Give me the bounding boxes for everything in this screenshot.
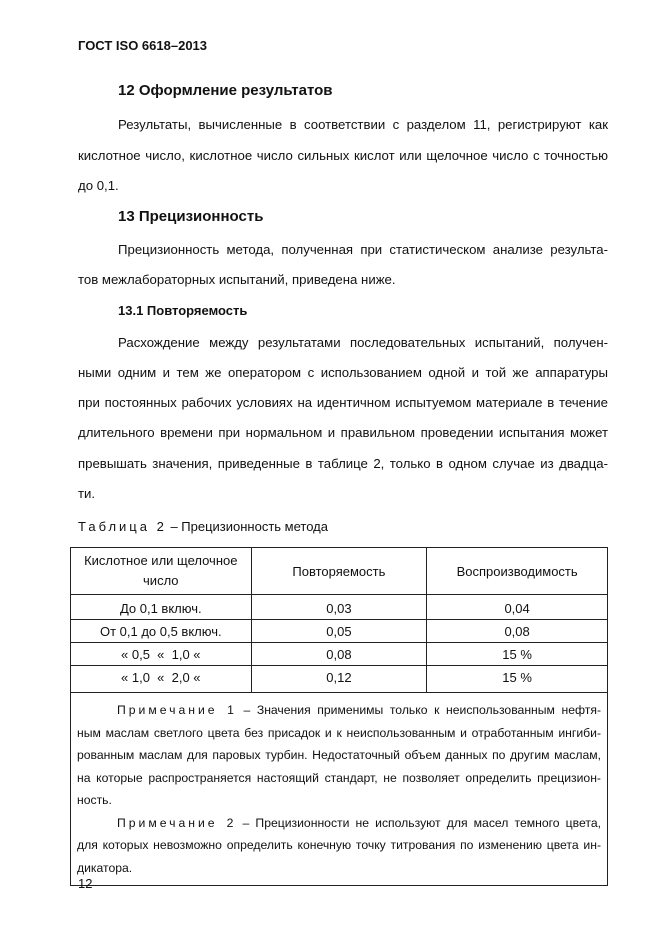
section-12-line-3: до 0,1. [78,178,119,193]
header-cell-number [71,548,252,595]
cell-number: « 0,5 « 1,0 « [71,643,252,666]
cell-repeatability: 0,03 [251,595,427,620]
note-1-line-2: ным маслам светлого цвета без присадок и к неиспользованным и отработанным ингиби- [77,725,601,740]
section-13-title: 13 Прецизионность [118,208,264,225]
note-1-text-1: – Значения применимы только к неиспользованным нефтя- [236,703,602,717]
table-caption [78,519,328,534]
cell-repeatability: 0,08 [251,643,427,666]
table-notes [71,693,608,886]
cell-number: От 0,1 до 0,5 включ. [71,620,252,643]
section-12-title: 12 Оформление результатов [118,82,333,99]
note-1-line-1 [77,699,601,722]
cell-repeatability: 0,12 [251,666,427,693]
note-1-line-3: рованным маслам для паровых турбин. Недостаточный объем данных по другим маслам, [77,748,601,762]
section-12-line-2: кислотное число, кислотное число сильных кислот или щелочное число с точностью [78,148,608,163]
note-2-label: Примечание 2 [117,815,237,830]
header-cell-reproducibility: Воспроизводимость [427,548,608,595]
note-2-line-3: дикатора. [77,860,133,875]
header-cell-repeatability: Повторяемость [251,548,427,595]
section-13-1-line-5: превышать значения, приведенные в таблице 2, только в одном случае из двадца- [78,456,608,471]
note-2-line-1 [77,812,601,835]
cell-reproducibility: 0,08 [427,620,608,643]
cell-number: До 0,1 включ. [71,595,252,620]
section-13-1-title: 13.1 Повторяемость [118,303,248,318]
cell-number: « 1,0 « 2,0 « [71,666,252,693]
precision-table [70,547,608,886]
page-number: 12 [78,876,93,891]
note-2-line-2: для которых невозможно определить конечную точку титрования по изменению цвета ин- [77,838,601,852]
table-row [71,620,608,643]
section-13-1-line-1: Расхождение между результатами последовательных испытаний, получен- [118,335,608,350]
section-13-line-1: Прецизионность метода, полученная при статистическом анализе результа- [118,242,608,257]
note-1-line-4: на которые распространяется настоящий стандарт, не позволяет определить прецизион- [77,770,601,785]
table-notes-row [71,693,608,886]
section-13-1-line-2: ными одним и тем же оператором с использованием одной и той же аппаратуры [78,365,608,380]
header-number-line-2: число [143,573,179,588]
section-12-line-1: Результаты, вычисленные в соответствии с разделом 11, регистрируют как [118,117,608,132]
section-13-1-line-4: длительного времени при нормальном и правильном проведении испытания может [78,425,608,440]
table-caption-text: – Прецизионность метода [166,519,328,534]
cell-reproducibility: 15 % [427,666,608,693]
section-13-1-line-3: при постоянных рабочих условиях на идентичном испытуемом материале в течение [78,395,608,410]
cell-reproducibility: 15 % [427,643,608,666]
table-row [71,595,608,620]
note-2-text-1: – Прецизионности не используют для масел темного цвета, [236,815,601,830]
table-caption-label: Таблица 2 [78,519,167,534]
section-13-line-2: тов межлабораторных испытаний, приведена ниже. [78,272,396,287]
table-header-row [71,548,608,595]
table-row [71,666,608,693]
document-header: ГОСТ ISO 6618–2013 [78,38,208,53]
cell-repeatability: 0,05 [251,620,427,643]
cell-reproducibility: 0,04 [427,595,608,620]
table-row [71,643,608,666]
note-1-line-5: ность. [77,793,112,807]
header-number-line-1: Кислотное или щелочное [84,553,238,568]
section-13-1-line-6: ти. [78,486,96,501]
note-1-label: Примечание 1 [117,703,237,717]
